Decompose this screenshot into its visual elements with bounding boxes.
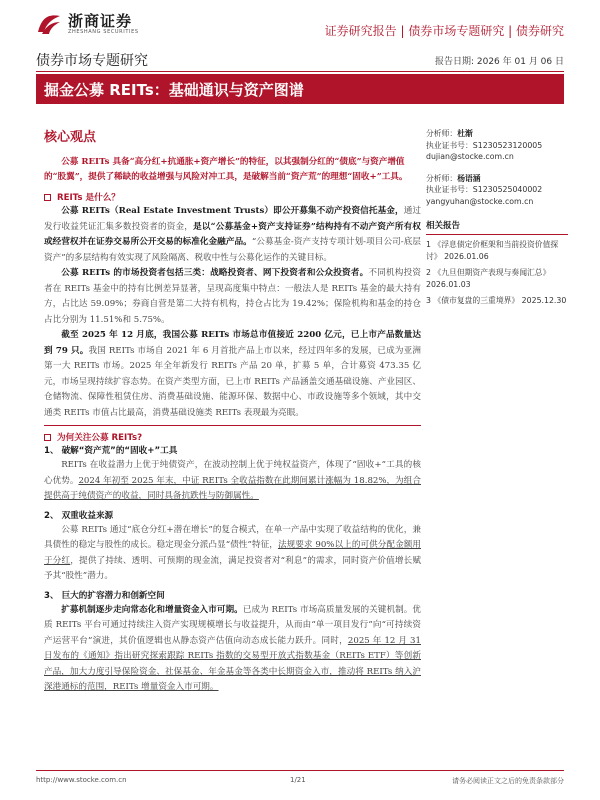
emphasis-text: 公募 REITs（Real Estate Investment Trusts）即公开募集不动产投资信托基金， [61,206,404,216]
section-heading: 为何关注公募 REITs? [57,433,143,443]
footer-divider [36,770,564,771]
body-text: REITs 在收益潜力上优于纯债资产，在波动控制上优于纯权益资产，体现了“固收+”工具的核心优势。 [44,460,421,486]
report-title: 掘金公募 REITs：基础通识与资产图谱 [44,81,304,99]
paragraph-investors [44,266,421,328]
core-views-heading: 核心观点 [44,130,97,145]
title-bar [36,74,564,104]
subsection-heading-2: 2、 双重收益来源 [44,510,114,521]
logo-english-name: ZHESHANG SECURITIES [68,28,139,35]
body-text: 我国 REITs 市场自 2021 年 6 月首批产品上市以来，经过四年多的发展，已成为亚洲第一大 REITs 市场。2025 年全年新发行 REITs 产品 20 单，扩募 5 单，合计募资 473.35 亿元，市场呈现持续扩容态势。在资产类型方面，已上市 REITs 产品涵盖交通基础设施、产业园区、仓储物流、保障性租赁住房、消费基础设施、能源环保、数据中心、市政设施等多个领域，其中交通类 REITs 市值占比最高，消费基础设施类 REITs 表现最为亮眼。 [44,345,421,418]
emphasis-text: 公募 REITs 的市场投资者包括三类：战略投资者、网下投资者和公众投资者。 [61,268,369,278]
analyst-cert: 执业证书号：S1230525040002 [426,185,543,194]
paragraph-market-size [44,328,421,421]
section-heading: REITs 是什么？ [57,193,120,203]
report-category-nav: 证券研究报告 | 债券市场专题研究 | 债券研究 [324,24,564,38]
related-report-item[interactable]: 1 《浮息债定价框架和当前投资价值探讨》 2026.01.06 [426,240,559,261]
page-footer [36,776,564,790]
company-logo [36,12,139,36]
paragraph-fixed-income-plus [44,458,421,505]
summary-paragraph: 公募 REITs 具备“高分红+抗通胀+资产增长”的特征，以其强制分红的“债底”与资产增值的“股翼”，提供了稀缺的收益增强与风险对冲工具，是破解当前“资产荒”的理想“固收+”工具。 [44,157,408,182]
body-text: 已成为 REITs 市场高质量发展的关键机制。优质 REITs 平台可通过持续注入资产实现规模增长与收益提升，从而由“单一项目发行”向“可持续资产运营平台”演进，其价值逻辑也从静态资产估值向动态成长能力跃升。同时， [44,604,421,646]
footer-disclaimer: 请务必阅读正文之后的免责条款部分 [452,777,564,785]
body-text: “公募基金-资产支持专项计划-项目公司-底层资产”的多层结构有效实现了风险隔离、税收中性与公募化运作的关键目标。 [44,237,421,263]
section-why-reits [44,431,421,443]
page-number: 1/21 [290,776,306,784]
series-title: 债券市场专题研究 [36,53,148,69]
logo-mark-icon [36,12,62,36]
sidebar [426,128,568,311]
page-header [0,0,600,40]
emphasis-text: 是以“公募基金+资产支持证券”结构持有不动产资产所有权或经营权并在证券交易所公开交易的标准化金融产品。 [44,221,421,247]
emphasis-text: 截至 2025 年 12 月底，我国公募 REITs 市场总市值接近 2200 亿元，已上市产品数量达到 79 只。 [44,330,421,356]
paragraph-definition [44,204,421,266]
paragraph-expansion [44,603,421,696]
related-report-item[interactable]: 3 《债市复盘的三重境界》 2025.12.30 [426,296,567,305]
analyst-name: 杜渐 [457,129,473,138]
analyst-email[interactable]: yangyuhan@stocke.com.cn [426,196,534,206]
subsection-heading-1: 1、 破解“资产荒”的“固收+”工具 [44,446,178,456]
body-text: 通过发行收益凭证汇集多数投资者的资金， [44,206,421,232]
underlined-text: 2025 年 12 月 31 日发布的《通知》指出研究探索跟踪 REITs 指数的交易型开放式指数基金（REITs ETF）等创新产品，加大力度引导保险资金、社保基金、年金基金等各类中长期资金入市，推动将 REITs 纳入沪深港通标的范围，REITs 增量资金入市可期。 [44,635,421,692]
emphasis-text: 扩募机制逐步走向常态化和增量资金入市可期。 [61,604,243,615]
analyst-card [426,173,568,208]
body-text: 公募 REITs 通过“底仓分红+潜在增长”的复合模式，在单一产品中实现了收益结构的优化，兼具债性的稳定与股性的成长。稳定现金分派凸显“债性”特征， [44,524,421,550]
paragraph-dual-income [44,523,421,585]
main-content [44,110,421,696]
footer-url[interactable]: http://www.stocke.com.cn [36,776,127,784]
subheader [36,50,564,72]
analyst-role: 分析师： [426,173,458,183]
related-reports-heading: 相关报告 [426,219,568,235]
report-date: 报告日期: 2026 年 01 月 06 日 [434,57,564,67]
analyst-role: 分析师： [426,129,458,138]
body-text: 不同机构投资者在 REITs 基金中的持有比例差异显著，呈现高度集中特点：一般法人是 REITs 基金的最大持有方，占比达 59.09%；券商自营是第二大持有机构，持仓占比为 19.42%；保险机构和基金的持仓占比分别为 11.51%和 5.75%。 [44,268,421,325]
underlined-text: 2024 年初至 2025 年末，中证 REITs 全收益指数在此期间累计涨幅为 18.82%，为组合提供高于纯债资产的收益，同时具备抗跌性与防御属性。 [44,475,421,501]
analyst-cert: 执业证书号：S1230523120005 [426,140,543,150]
related-report-item[interactable]: 2 《九旦但期资产表现与奏闻汇总》 2026.01.03 [426,268,551,289]
section-what-is-reits [44,191,421,203]
underlined-text: 法规要求 90%以上的可供分配金额用于分红 [44,540,421,566]
body-text: ，提供了持续、透明、可预期的现金流，满足投资者对“利息”的需求，同时资产价值增长赋予其“股性”潜力。 [44,555,421,581]
analyst-email[interactable]: dujian@stocke.com.cn [426,152,514,161]
subsection-heading-3: 3、 巨大的扩容潜力和创新空间 [44,590,165,601]
logo-name: 浙商证券 [68,11,133,30]
square-bullet-icon [44,434,51,441]
analyst-name: 杨语涵 [457,173,481,183]
square-bullet-icon [44,194,51,201]
section-divider [44,425,421,426]
analyst-card [426,128,568,163]
